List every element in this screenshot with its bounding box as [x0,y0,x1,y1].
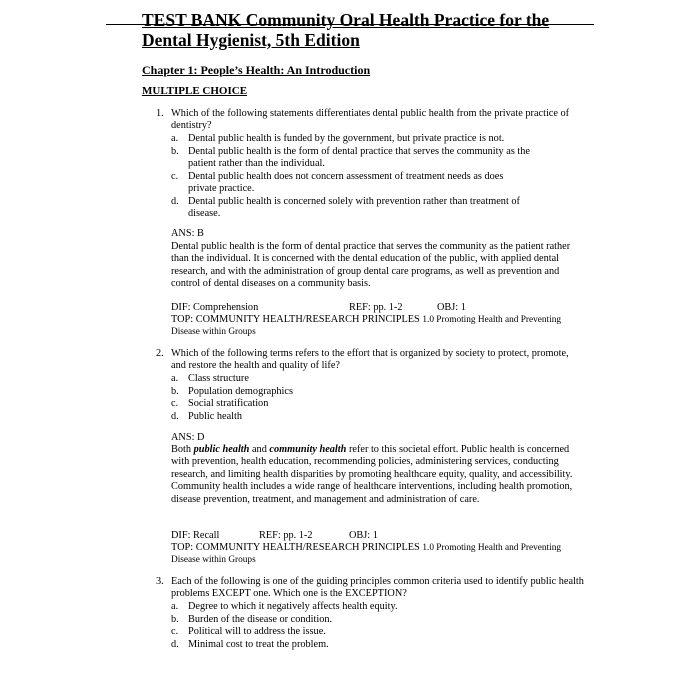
question-text: Which of the following terms refers to the effort that is organized by society to protect, promote, and restore the health and quality of life? [171,348,569,372]
option-letter: a. [171,373,179,384]
option-letter: c. [171,398,179,409]
objective: OBJ: 1 [349,530,378,541]
topic-detail: 1.0 Promoting Health and Preventing [422,315,562,325]
option-text: Class structure [188,373,249,384]
question-text: Which of the following statements differentiates dental public health from the private practice of dentistry? [171,108,570,132]
difficulty: DIF: Recall [171,530,220,541]
rationale-text: refer to this societal effort. Public health is concerned with prevention, health education, recommending policies, administering services, conducting research, and limiting health disparities by promoting healthcare equity, quality, and accessibility. Community health includes a wide range of healthcare interventions, including health promotion, disease prevention, treatment, and management and administration of care. [171,444,573,505]
topic-continued: Disease within Groups [171,555,256,565]
option-text: Social stratification [188,398,269,409]
topic-continued: Disease within Groups [171,327,256,337]
question-number: 2. [156,348,164,359]
rationale-emphasis: public health [193,444,250,455]
rationale-text: Both [171,444,194,455]
topic-label: TOP: COMMUNITY HEALTH/RESEARCH PRINCIPLES [171,314,423,325]
option-letter: d. [171,411,179,422]
option-letter: c. [171,171,179,182]
option-letter: d. [171,639,179,650]
option-text: Minimal cost to treat the problem. [188,639,329,650]
section-heading: MULTIPLE CHOICE [142,85,248,97]
question-meta [171,302,591,314]
answer: ANS: D [171,432,205,443]
option-letter: b. [171,146,179,157]
question-meta [171,530,591,542]
option-text: Degree to which it negatively affects health equity. [188,601,398,612]
topic-label: TOP: COMMUNITY HEALTH/RESEARCH PRINCIPLES [171,542,423,553]
title-rule [106,24,594,25]
option-letter: b. [171,386,179,397]
question-text: Each of the following is one of the guiding principles common criteria used to identify public health problems EXCEPT one. Which one is the EXCEPTION? [171,576,584,600]
option-letter: a. [171,601,179,612]
chapter-heading: Chapter 1: People’s Health: An Introduction [142,63,371,77]
difficulty: DIF: Comprehension [171,302,259,313]
rationale: Dental public health is the form of dental practice that serves the community as the patient rather than the individual. It is concerned with the dental education of the public, with applied dental research, and with the administration of group dental care programs, as well as prevention and control of dental diseases on a community basis. [171,241,571,290]
option-letter: b. [171,614,179,625]
objective: OBJ: 1 [437,302,466,313]
document-title: TEST BANK Community Oral Health Practice for the Dental Hygienist, 5th Edition [142,10,550,50]
option-letter: a. [171,133,179,144]
answer: ANS: B [171,228,204,239]
option-text: Dental public health is concerned solely with prevention rather than treatment of disease. [188,196,520,220]
option-text: Dental public health is the form of dental practice that serves the community as the patient rather than the individual. [188,146,530,170]
reference: REF: pp. 1-2 [349,302,403,313]
option-text: Population demographics [188,386,293,397]
option-text: Burden of the disease or condition. [188,614,333,625]
question-number: 1. [156,108,164,119]
reference: REF: pp. 1-2 [259,530,313,541]
option-text: Political will to address the issue. [188,626,326,637]
rationale [171,444,589,506]
topic [171,314,591,326]
rationale-emphasis: community health [269,444,347,455]
option-letter: d. [171,196,179,207]
option-text: Dental public health is funded by the government, but private practice is not. [188,133,505,144]
question-number: 3. [156,576,164,587]
topic-detail: 1.0 Promoting Health and Preventing [422,543,562,553]
rationale-text: and [249,444,270,455]
topic [171,542,591,554]
option-text: Public health [188,411,243,422]
option-letter: c. [171,626,179,637]
option-text: Dental public health does not concern assessment of treatment needs as does private practice. [188,171,504,195]
